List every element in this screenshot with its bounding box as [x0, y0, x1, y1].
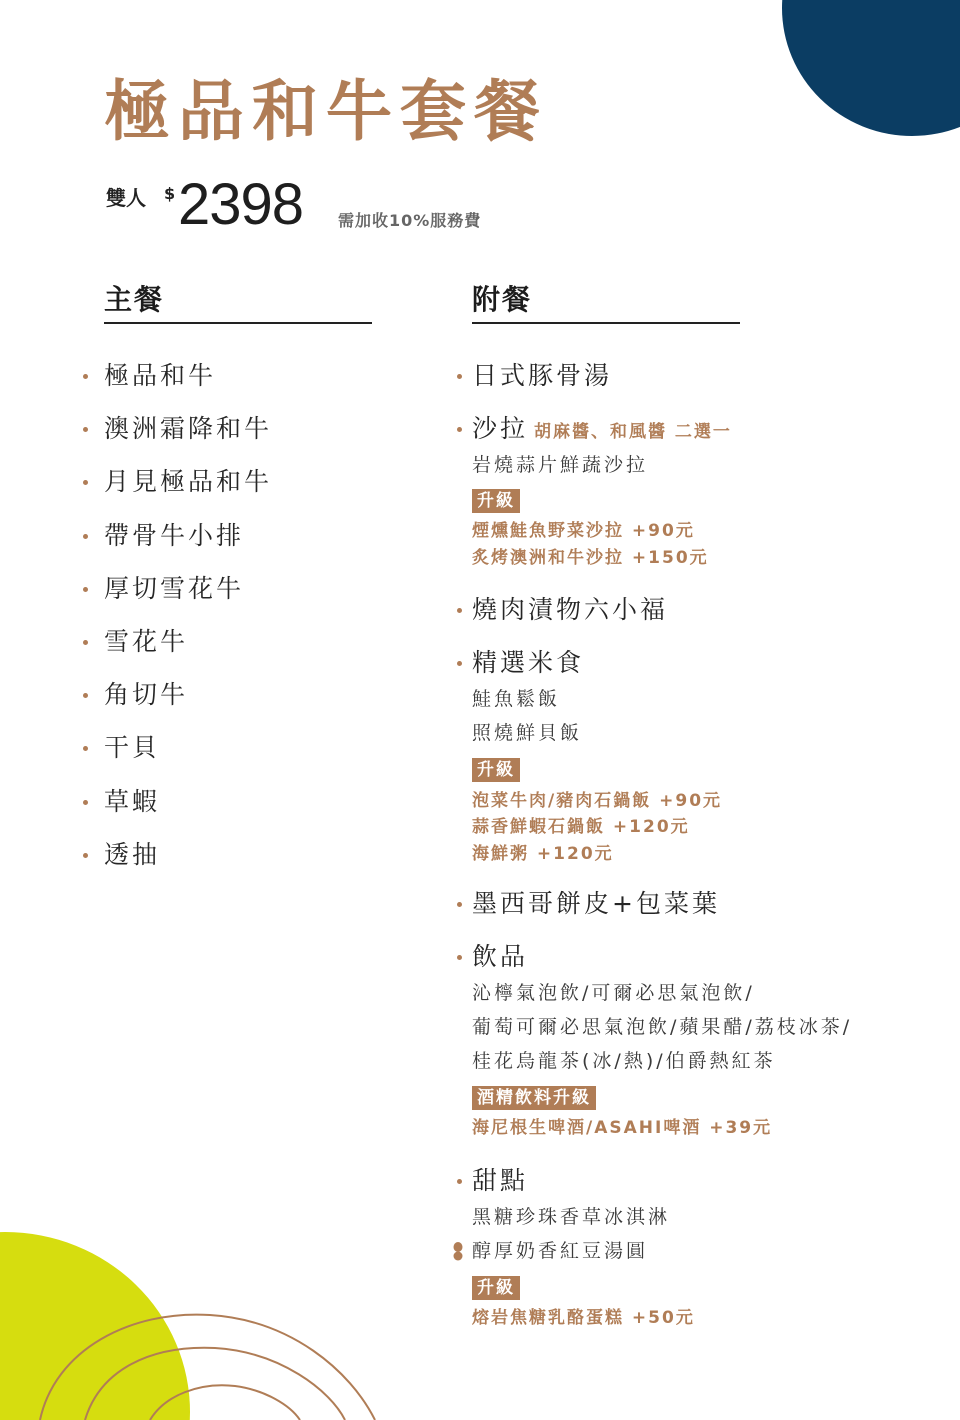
menu-title: 極品和牛套餐	[104, 73, 548, 150]
price-amount: 2398	[178, 172, 304, 237]
wrap-item: 墨西哥餅皮+包菜葉	[472, 886, 720, 922]
rice-upgrade-option: 泡菜牛肉/豬肉石鍋飯 +90元	[472, 791, 723, 811]
navy-circle-decoration	[782, 0, 960, 136]
main-course-item: 雪花牛	[80, 622, 272, 675]
main-course-heading: 主餐	[104, 283, 165, 316]
service-charge-note: 需加收10%服務費	[338, 211, 482, 230]
main-course-item: 角切牛	[80, 675, 272, 728]
main-course-list	[80, 356, 272, 888]
salad-item	[472, 411, 732, 450]
red-bean-icon	[452, 1241, 464, 1261]
main-course-item: 澳洲霜降和牛	[80, 409, 272, 462]
dessert-option: 黑糖珍珠香草冰淇淋	[472, 1206, 671, 1228]
side-dishes-heading: 附餐	[472, 283, 533, 316]
main-course-item: 干貝	[80, 728, 272, 781]
rice-option: 照燒鮮貝飯	[472, 722, 583, 744]
dessert-option-label: 醇厚奶香紅豆湯圓	[472, 1240, 649, 1262]
dessert-upgrade-option: 熔岩焦糖乳酪蛋糕 +50元	[472, 1308, 695, 1328]
salad-dressing-note: 胡麻醬、和風醬 二選一	[534, 422, 732, 442]
dessert-upgrade-badge: 升級	[472, 1276, 520, 1300]
rice-item: 精選米食	[472, 645, 584, 681]
salad-upgrade-badge: 升級	[472, 489, 520, 513]
main-course-item: 月見極品和牛	[80, 462, 272, 515]
drinks-line: 沁檸氣泡飲/可爾必思氣泡飲/	[472, 982, 755, 1004]
salad-name: 沙拉	[472, 414, 529, 443]
side-dishes-divider	[472, 322, 740, 324]
rice-option: 鮭魚鬆飯	[472, 688, 561, 710]
rice-upgrade-option: 蒜香鮮蝦石鍋飯 +120元	[472, 817, 690, 837]
rice-upgrade-option: 海鮮粥 +120元	[472, 844, 614, 864]
drinks-line: 葡萄可爾必思氣泡飲/蘋果醋/荔枝冰茶/	[472, 1016, 853, 1038]
soup-item: 日式豚骨湯	[472, 358, 612, 394]
main-course-item: 草蝦	[80, 782, 272, 835]
dessert-option	[472, 1237, 648, 1265]
curve-lines-decoration	[0, 1290, 400, 1420]
salad-default: 岩燒蒜片鮮蔬沙拉	[472, 454, 649, 476]
price-row	[106, 172, 666, 242]
main-course-item: 帶骨牛小排	[80, 516, 272, 569]
pickles-item: 燒肉漬物六小福	[472, 592, 668, 628]
dessert-item: 甜點	[472, 1163, 528, 1199]
main-course-item: 厚切雪花牛	[80, 569, 272, 622]
main-course-divider	[104, 322, 372, 324]
main-course-item: 極品和牛	[80, 356, 272, 409]
salad-upgrade-option: 炙烤澳洲和牛沙拉 +150元	[472, 548, 709, 568]
drinks-line: 桂花烏龍茶(冰/熱)/伯爵熱紅茶	[472, 1050, 776, 1072]
alcohol-upgrade-option: 海尼根生啤酒/ASAHI啤酒 +39元	[472, 1118, 773, 1138]
main-course-item: 透抽	[80, 835, 272, 888]
salad-upgrade-option: 煙燻鮭魚野菜沙拉 +90元	[472, 521, 695, 541]
price-currency: $	[164, 184, 176, 203]
price-label: 雙人	[106, 186, 146, 210]
rice-upgrade-badge: 升級	[472, 758, 520, 782]
alcohol-upgrade-badge: 酒精飲料升級	[472, 1086, 596, 1110]
drinks-item: 飲品	[472, 939, 528, 975]
